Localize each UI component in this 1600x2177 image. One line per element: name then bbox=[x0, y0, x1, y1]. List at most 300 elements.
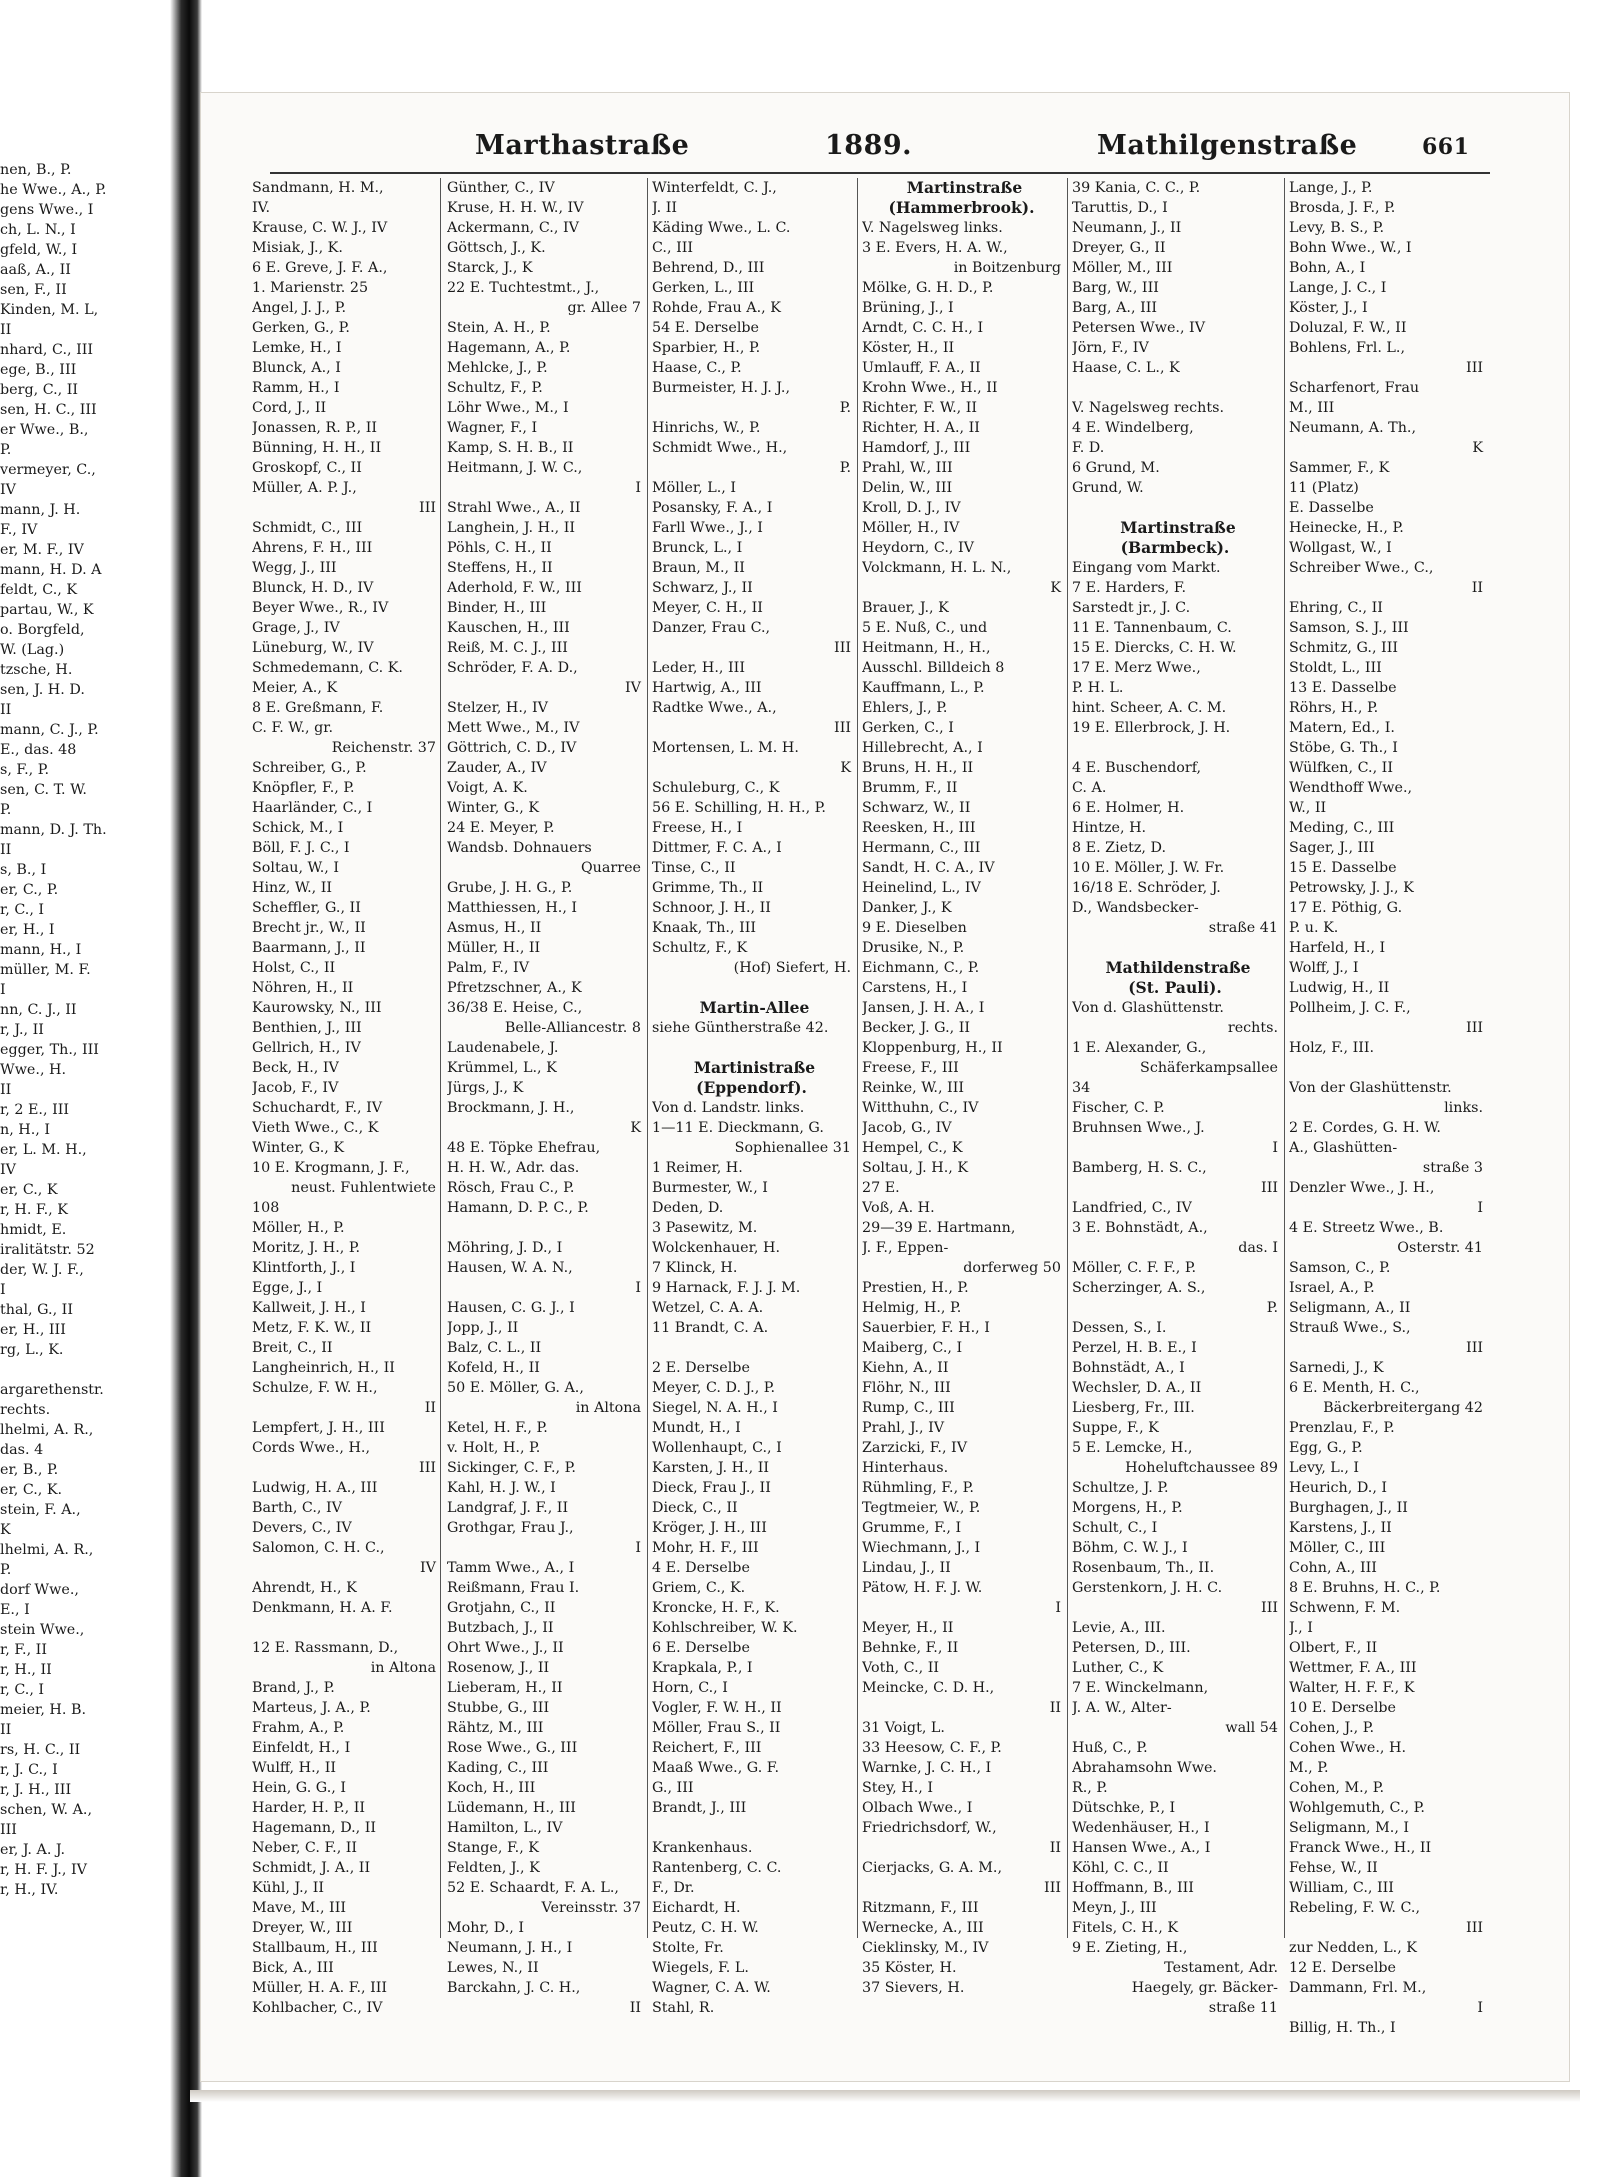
entry-line: Sickinger, C. F., P. bbox=[447, 1460, 576, 1476]
fragment-line: E., das. 48 bbox=[0, 742, 77, 758]
entry-line: I bbox=[1272, 1140, 1278, 1156]
entry-line: Starck, J., K bbox=[447, 260, 533, 276]
entry-line: Meyer, C. D. J., P. bbox=[652, 1380, 776, 1396]
entry-line bbox=[652, 1818, 857, 1838]
entry-line: Kroncke, H. F., K. bbox=[652, 1600, 780, 1616]
entry-line: Feldten, J., K bbox=[447, 1860, 540, 1876]
entry-line: Cohn, A., III bbox=[1289, 1560, 1377, 1576]
entry-line: 35 Köster, H. bbox=[862, 1960, 957, 1976]
entry-line: III bbox=[1466, 1340, 1483, 1356]
entry-line: Winter, G., K bbox=[447, 800, 540, 816]
entry-line: M., III bbox=[1289, 400, 1335, 416]
entry-line: Mohr, D., I bbox=[447, 1920, 525, 1936]
entry-line: Heydorn, C., IV bbox=[862, 540, 974, 556]
entry-line: Gerken, L., III bbox=[652, 280, 755, 296]
entry-line: das. I bbox=[1238, 1240, 1278, 1256]
entry-line: Griem, C., K. bbox=[652, 1580, 746, 1596]
fragment-line: er, H., I bbox=[0, 922, 55, 938]
fragment-line: n, H., I bbox=[0, 1122, 51, 1138]
fragment-line: er, M. F., IV bbox=[0, 542, 84, 558]
entry-line: Möller, L., I bbox=[652, 480, 736, 496]
entry-line: Grube, J. H. G., P. bbox=[447, 880, 573, 896]
entry-line: Barg, W., III bbox=[1072, 280, 1159, 296]
entry-line: Voß, A. H. bbox=[862, 1200, 935, 1216]
entry-line bbox=[252, 1618, 442, 1638]
entry-line: Landfried, C., IV bbox=[1072, 1200, 1192, 1216]
entry-line: Ehlers, J., P. bbox=[862, 700, 948, 716]
entry-line: 15 E. Diercks, C. H. W. bbox=[1072, 640, 1237, 656]
entry-line: Olbert, F., II bbox=[1289, 1640, 1378, 1656]
fragment-line: r, C., I bbox=[0, 902, 45, 918]
entry-line: Radtke Wwe., A., bbox=[652, 700, 777, 716]
entry-line: Jürgs, J., K bbox=[447, 1080, 524, 1096]
entry-line: Kallweit, J. H., I bbox=[252, 1300, 366, 1316]
entry-line: Denzler Wwe., J. H., bbox=[1289, 1180, 1435, 1196]
entry-line: Möller, C., III bbox=[1289, 1540, 1386, 1556]
entry-line: 7 E. Harders, F. bbox=[1072, 580, 1187, 596]
entry-line: 6 E. Derselbe bbox=[652, 1640, 750, 1656]
entry-line: Cieklinsky, M., IV bbox=[862, 1940, 989, 1956]
fragment-line: argarethenstr. bbox=[0, 1382, 104, 1398]
entry-line: Ketel, H. F., P. bbox=[447, 1420, 548, 1436]
entry-line: Brunck, L., I bbox=[652, 540, 743, 556]
fragment-line: II bbox=[0, 1722, 12, 1738]
entry-line: Kahl, H. J. W., I bbox=[447, 1480, 556, 1496]
entry-line: Denkmann, H. A. F. bbox=[252, 1600, 393, 1616]
column-divider bbox=[1284, 178, 1285, 1938]
entry-line: Köhl, C. C., II bbox=[1072, 1860, 1169, 1876]
entry-line: 4 E. Buschendorf, bbox=[1072, 760, 1202, 776]
entry-line: C. F. W., gr. bbox=[252, 720, 334, 736]
fragment-line: r, H. F., K bbox=[0, 1202, 68, 1218]
entry-line: H. H. W., Adr. das. bbox=[447, 1160, 580, 1176]
fragment-line: das. 4 bbox=[0, 1442, 44, 1458]
entry-line: Schulze, F. W. H., bbox=[252, 1380, 378, 1396]
entry-line: zur Nedden, L., K bbox=[1289, 1940, 1417, 1956]
entry-line: Krümmel, L., K bbox=[447, 1060, 557, 1076]
entry-line: Moritz, J. H., P. bbox=[252, 1240, 361, 1256]
entry-line: Schwenn, F. M. bbox=[1289, 1600, 1401, 1616]
entry-line: Grimme, Th., II bbox=[652, 880, 764, 896]
entry-line: straße 11 bbox=[1208, 2000, 1278, 2016]
entry-line: Lempfert, J. H., III bbox=[252, 1420, 385, 1436]
page-bottom-edge bbox=[190, 2090, 1580, 2102]
entry-line: in Altona bbox=[575, 1400, 641, 1416]
previous-page-fragment bbox=[0, 0, 188, 2177]
fragment-line: s, F., P. bbox=[0, 762, 50, 778]
entry-line: Cord, J., II bbox=[252, 400, 327, 416]
entry-line: Stubbe, G., III bbox=[447, 1700, 550, 1716]
fragment-line: gens Wwe., I bbox=[0, 202, 94, 218]
entry-line: Reiß, M. C. J., III bbox=[447, 640, 568, 656]
entry-line: Hillebrecht, A., I bbox=[862, 740, 983, 756]
entry-line: III bbox=[834, 640, 851, 656]
entry-line: links. bbox=[1444, 1100, 1483, 1116]
entry-line: Schröder, F. A. D., bbox=[447, 660, 578, 676]
entry-line: Soltau, W., I bbox=[252, 860, 340, 876]
entry-line: P. bbox=[839, 460, 851, 476]
entry-line: Sarnedi, J., K bbox=[1289, 1360, 1384, 1376]
entry-line: Wolff, J., I bbox=[1289, 960, 1359, 976]
fragment-line: r, F., II bbox=[0, 1642, 47, 1658]
entry-line: Petrowsky, J. J., K bbox=[1289, 880, 1414, 896]
entry-line: III bbox=[1044, 1880, 1061, 1896]
entry-line: III bbox=[1466, 360, 1483, 376]
entry-line: 2 E. Derselbe bbox=[652, 1360, 750, 1376]
entry-line: Salomon, C. H. C., bbox=[252, 1540, 385, 1556]
entry-line: Martinistraße bbox=[693, 1058, 816, 1077]
entry-line: Knaak, Th., III bbox=[652, 920, 757, 936]
entry-line: 56 E. Schilling, H. H., P. bbox=[652, 800, 826, 816]
entry-line: Mohr, H. F., III bbox=[652, 1540, 759, 1556]
entry-line: II bbox=[629, 2000, 641, 2016]
entry-line: Ausschl. Billdeich 8 bbox=[862, 660, 1005, 676]
entry-line: Cohen, M., P. bbox=[1289, 1780, 1385, 1796]
book-gutter bbox=[170, 0, 202, 2177]
page-number: 661 bbox=[1422, 134, 1470, 160]
entry-line: Marteus, J. A., P. bbox=[252, 1700, 371, 1716]
entry-line bbox=[652, 1338, 857, 1358]
entry-line: 1 E. Alexander, G., bbox=[1072, 1040, 1207, 1056]
entry-line: Hartwig, A., III bbox=[652, 680, 762, 696]
entry-line: Hinterhaus. bbox=[862, 1460, 949, 1476]
entry-line: Möller, C. F. F., P. bbox=[1072, 1260, 1197, 1276]
entry-line bbox=[1072, 938, 1284, 958]
entry-line: Sandt, H. C. A., IV bbox=[862, 860, 995, 876]
entry-line: Israel, A., P. bbox=[1289, 1280, 1375, 1296]
entry-line: Levie, A., III. bbox=[1072, 1620, 1166, 1636]
entry-line: Farll Wwe., J., I bbox=[652, 520, 763, 536]
entry-line: Löhr Wwe., M., I bbox=[447, 400, 569, 416]
left-page-text-fragment bbox=[0, 160, 168, 1900]
entry-line: Landgraf, J. F., II bbox=[447, 1500, 569, 1516]
entry-line: Bick, A., III bbox=[252, 1960, 334, 1976]
entry-line: Schult, C., I bbox=[1072, 1520, 1158, 1536]
entry-line: Richter, F. W., II bbox=[862, 400, 978, 416]
entry-line: Günther, C., IV bbox=[447, 180, 555, 196]
entry-line: Ludwig, H., II bbox=[1289, 980, 1390, 996]
entry-line: 11 E. Tannenbaum, C. bbox=[1072, 620, 1232, 636]
entry-line: 16/18 E. Schröder, J. bbox=[1072, 880, 1221, 896]
entry-line: Krapkala, P., I bbox=[652, 1660, 753, 1676]
entry-line: Becker, J. G., II bbox=[862, 1020, 971, 1036]
fragment-line: P. bbox=[0, 1562, 12, 1578]
entry-line: Witthuhn, C., IV bbox=[862, 1100, 979, 1116]
entry-line: Vieth Wwe., C., K bbox=[252, 1120, 379, 1136]
entry-line: Lange, J., P. bbox=[1289, 180, 1373, 196]
fragment-line: partau, W., K bbox=[0, 602, 94, 618]
entry-line: Aderhold, F. W., III bbox=[447, 580, 582, 596]
entry-line: Reesken, H., III bbox=[862, 820, 976, 836]
entry-line: Mehlcke, J., P. bbox=[447, 360, 548, 376]
entry-line: Müller, H. A. F., III bbox=[252, 1980, 388, 1996]
entry-line: K bbox=[1472, 440, 1483, 456]
entry-line: Reinke, W., III bbox=[862, 1080, 964, 1096]
entry-line: v. Holt, H., P. bbox=[447, 1440, 541, 1456]
entry-line: V. Nagelsweg links. bbox=[862, 220, 1003, 236]
entry-line: Möhring, J. D., I bbox=[447, 1240, 563, 1256]
entry-line: Bohn, A., I bbox=[1289, 260, 1366, 276]
entry-line: Schnoor, J. H., II bbox=[652, 900, 771, 916]
entry-line: Bohnstädt, A., I bbox=[1072, 1360, 1185, 1376]
entry-line: Dittmer, F. C. A., I bbox=[652, 840, 782, 856]
entry-line: Ehring, C., II bbox=[1289, 600, 1383, 616]
entry-line: Neber, C. F., II bbox=[252, 1840, 358, 1856]
entry-line: Beck, H., IV bbox=[252, 1060, 339, 1076]
fragment-line: nn, C. J., II bbox=[0, 1002, 77, 1018]
entry-line: Deden, D. bbox=[652, 1200, 724, 1216]
entry-line: Bamberg, H. S. C., bbox=[1072, 1160, 1207, 1176]
entry-line: neust. Fuhlentwiete bbox=[291, 1180, 436, 1196]
entry-line: Hausen, W. A. N., bbox=[447, 1260, 573, 1276]
entry-line: Seligmann, M., I bbox=[1289, 1820, 1410, 1836]
entry-line bbox=[1072, 378, 1284, 398]
entry-line: Voigt, A. K. bbox=[447, 780, 528, 796]
entry-line: 108 bbox=[252, 1200, 280, 1216]
entry-line: Kaurowsky, N., III bbox=[252, 1000, 382, 1016]
entry-line: Brüning, J., I bbox=[862, 300, 954, 316]
entry-line: V. Nagelsweg rechts. bbox=[1072, 400, 1225, 416]
entry-line: Kroll, D. J., IV bbox=[862, 500, 961, 516]
entry-line: Bruns, H. H., II bbox=[862, 760, 974, 776]
entry-line: 2 E. Cordes, G. H. W. bbox=[1289, 1120, 1441, 1136]
entry-line: Wülfken, C., II bbox=[1289, 760, 1393, 776]
entry-line: Freese, F., III bbox=[862, 1060, 959, 1076]
fragment-line: mann, H., I bbox=[0, 942, 82, 958]
entry-line: Palm, F., IV bbox=[447, 960, 530, 976]
entry-line: Meyn, J., III bbox=[1072, 1900, 1157, 1916]
column-divider bbox=[857, 178, 858, 1938]
entry-line: Röhrs, H., P. bbox=[1289, 700, 1379, 716]
entry-line: 9 Harnack, F. J. J. M. bbox=[652, 1280, 801, 1296]
entry-line: P. u. K. bbox=[1289, 920, 1339, 936]
entry-line: straße 3 bbox=[1422, 1160, 1483, 1176]
entry-line: Burmeister, H. J. J., bbox=[652, 380, 791, 396]
fragment-line: he Wwe., A., P. bbox=[0, 182, 107, 198]
entry-line: Heitmann, H., H., bbox=[862, 640, 991, 656]
entry-line: I bbox=[635, 480, 641, 496]
entry-line: Haase, C. L., K bbox=[1072, 360, 1180, 376]
entry-line: Rosenow, J., II bbox=[447, 1660, 550, 1676]
entry-line: D., Wandsbecker- bbox=[1072, 900, 1199, 916]
fragment-line: mann, J. H. bbox=[0, 502, 81, 518]
directory-column-4 bbox=[862, 178, 1067, 1998]
entry-line: Schultz, F., K bbox=[652, 940, 748, 956]
entry-line: Kauffmann, L., P. bbox=[862, 680, 985, 696]
entry-line: Taruttis, D., I bbox=[1072, 200, 1168, 216]
entry-line: Jansen, J. H. A., I bbox=[862, 1000, 985, 1016]
entry-line: Scheffler, G., II bbox=[252, 900, 361, 916]
fragment-line: ch, L. N., I bbox=[0, 222, 76, 238]
entry-line: Barg, A., III bbox=[1072, 300, 1158, 316]
entry-line: 8 E. Greßmann, F. bbox=[252, 700, 384, 716]
fragment-line: r, J. C., I bbox=[0, 1762, 58, 1778]
entry-line: Stange, F., K bbox=[447, 1840, 539, 1856]
entry-line: Eingang vom Markt. bbox=[1072, 560, 1221, 576]
fragment-line: II bbox=[0, 702, 12, 718]
entry-line: II bbox=[1049, 1700, 1061, 1716]
entry-line: Lange, J. C., I bbox=[1289, 280, 1387, 296]
entry-line: 37 Sievers, H. bbox=[862, 1980, 965, 1996]
entry-line: Kloppenburg, H., II bbox=[862, 1040, 1003, 1056]
entry-line: Sophienallee 31 bbox=[734, 1140, 851, 1156]
entry-line: 11 Brandt, C. A. bbox=[652, 1320, 769, 1336]
entry-line: Stöbe, G. Th., I bbox=[1289, 740, 1398, 756]
fragment-line: P. bbox=[0, 442, 12, 458]
fragment-line: IV bbox=[0, 482, 16, 498]
entry-line: Peutz, C. H. W. bbox=[652, 1920, 759, 1936]
entry-line: Schwarz, J., II bbox=[652, 580, 753, 596]
entry-line: Neumann, J., II bbox=[1072, 220, 1182, 236]
entry-line: Morgens, H., P. bbox=[1072, 1500, 1183, 1516]
entry-line: Seligmann, A., II bbox=[1289, 1300, 1411, 1316]
entry-line: 6 E. Menth, H. C., bbox=[1289, 1380, 1420, 1396]
fragment-line: Wwe., H. bbox=[0, 1062, 67, 1078]
entry-line: Rebeling, F. W. C., bbox=[1289, 1900, 1421, 1916]
entry-line: Kading, C., III bbox=[447, 1760, 549, 1776]
entry-line: Mölke, G. H. D., P. bbox=[862, 280, 994, 296]
entry-line: Hermann, C., III bbox=[862, 840, 981, 856]
entry-line: Strauß Wwe., S., bbox=[1289, 1320, 1411, 1336]
entry-line: Egge, J., I bbox=[252, 1280, 323, 1296]
entry-line: Sauerbier, F. H., I bbox=[862, 1320, 990, 1336]
directory-column-3 bbox=[652, 178, 857, 2018]
entry-line: P. H. L. bbox=[1072, 680, 1124, 696]
entry-line: Wedenhäuser, H., I bbox=[1072, 1820, 1210, 1836]
entry-line: Möller, Frau S., II bbox=[652, 1720, 781, 1736]
entry-line: Wollenhaupt, C., I bbox=[652, 1440, 782, 1456]
entry-line: Ludwig, H. A., III bbox=[252, 1480, 378, 1496]
entry-line: Hein, G. G., I bbox=[252, 1780, 346, 1796]
entry-line: Hoffmann, B., III bbox=[1072, 1880, 1194, 1896]
entry-line: 3 E. Evers, H. A. W., bbox=[862, 240, 1008, 256]
fragment-line: s, B., I bbox=[0, 862, 47, 878]
fragment-line: rechts. bbox=[0, 1402, 51, 1418]
entry-line: Balz, C. L., II bbox=[447, 1340, 542, 1356]
entry-line: F. D. bbox=[1072, 440, 1105, 456]
entry-line: Kohlschreiber, W. K. bbox=[652, 1620, 798, 1636]
entry-line: Schick, M., I bbox=[252, 820, 344, 836]
entry-line: Jopp, J., II bbox=[447, 1320, 519, 1336]
entry-line: William, C., III bbox=[1289, 1880, 1394, 1896]
entry-line: Heinecke, H., P. bbox=[1289, 520, 1404, 536]
entry-line: Gerstenkorn, J. H. C. bbox=[1072, 1580, 1223, 1596]
entry-line: Wollgast, W., I bbox=[1289, 540, 1392, 556]
fragment-line: nen, B., P. bbox=[0, 162, 72, 178]
entry-line: Wandsb. Dohnauers bbox=[447, 840, 592, 856]
entry-line: Samson, S. J., III bbox=[1289, 620, 1409, 636]
entry-line: Krankenhaus. bbox=[652, 1840, 753, 1856]
entry-line: Hagemann, A., P. bbox=[447, 340, 571, 356]
entry-line: Koch, H., III bbox=[447, 1780, 536, 1796]
entry-line: Arndt, C. C. H., I bbox=[862, 320, 984, 336]
fragment-line: mann, D. J. Th. bbox=[0, 822, 107, 838]
fragment-line: I bbox=[0, 982, 6, 998]
entry-line: 5 E. Lemcke, H., bbox=[1072, 1440, 1193, 1456]
entry-line: J. F., Eppen- bbox=[862, 1240, 949, 1256]
entry-line: Wohlgemuth, C., P. bbox=[1289, 1800, 1425, 1816]
entry-line: Mundt, H., I bbox=[652, 1420, 741, 1436]
entry-line bbox=[1289, 1058, 1489, 1078]
entry-line: Burmester, W., I bbox=[652, 1180, 768, 1196]
fragment-line: o. Borgfeld, bbox=[0, 622, 85, 638]
directory-column-6 bbox=[1289, 178, 1489, 2038]
fragment-line: müller, M. F. bbox=[0, 962, 91, 978]
entry-line: Brandt, J., III bbox=[652, 1800, 747, 1816]
entry-line: Martinstraße bbox=[1120, 518, 1236, 537]
entry-line: III bbox=[834, 720, 851, 736]
entry-line: Umlauff, F. A., II bbox=[862, 360, 981, 376]
entry-line: Dieck, C., II bbox=[652, 1500, 738, 1516]
entry-line: Eichmann, C., P. bbox=[862, 960, 980, 976]
entry-line: siehe Güntherstraße 42. bbox=[652, 1020, 829, 1036]
entry-line: Vereinsstr. 37 bbox=[541, 1900, 641, 1916]
entry-line: 12 E. Rassmann, D., bbox=[252, 1640, 399, 1656]
entry-line: Bohlens, Frl. L., bbox=[1289, 340, 1405, 356]
directory-column-5 bbox=[1072, 178, 1284, 2018]
entry-line: II bbox=[1471, 580, 1483, 596]
entry-line: Rähtz, M., III bbox=[447, 1720, 544, 1736]
entry-line: Dreyer, G., II bbox=[1072, 240, 1166, 256]
entry-line: Rose Wwe., G., III bbox=[447, 1740, 578, 1756]
entry-line: Sandmann, H. M., bbox=[252, 180, 384, 196]
fragment-line: aaß, A., II bbox=[0, 262, 71, 278]
entry-line: Grotjahn, C., II bbox=[447, 1600, 556, 1616]
entry-line: Köster, J., I bbox=[1289, 300, 1368, 316]
entry-line: I bbox=[635, 1280, 641, 1296]
entry-line: 4 E. Streetz Wwe., B. bbox=[1289, 1220, 1444, 1236]
entry-line: Hinrichs, W., P. bbox=[652, 420, 761, 436]
entry-line: Osterstr. 41 bbox=[1397, 1240, 1483, 1256]
entry-line: Göttrich, C. D., IV bbox=[447, 740, 577, 756]
entry-line: Grage, J., IV bbox=[252, 620, 340, 636]
entry-line bbox=[652, 1038, 857, 1058]
entry-line: Scharfenort, Frau bbox=[1289, 380, 1420, 396]
entry-line: Von d. Landstr. links. bbox=[652, 1100, 805, 1116]
entry-line: Dreyer, W., III bbox=[252, 1920, 353, 1936]
entry-line: 9 E. Dieselben bbox=[862, 920, 967, 936]
fragment-line: meier, H. B. bbox=[0, 1702, 87, 1718]
fragment-line: E., I bbox=[0, 1602, 30, 1618]
entry-line: R., P. bbox=[1072, 1780, 1108, 1796]
entry-line: Brauer, J., K bbox=[862, 600, 949, 616]
running-head-left: Marthastraße bbox=[475, 130, 690, 161]
entry-line: Matthiessen, H., I bbox=[447, 900, 578, 916]
entry-line: Abrahamsohn Wwe. bbox=[1072, 1760, 1217, 1776]
fragment-line: P. bbox=[0, 802, 12, 818]
page-header bbox=[200, 130, 1490, 170]
entry-line: Mathildenstraße bbox=[1105, 958, 1251, 977]
entry-line: Hansen Wwe., A., I bbox=[1072, 1840, 1211, 1856]
entry-line: Wechsler, D. A., II bbox=[1072, 1380, 1202, 1396]
fragment-line: r, J., II bbox=[0, 1022, 44, 1038]
fragment-line: III bbox=[0, 1822, 17, 1838]
entry-line: Prestien, H., P. bbox=[862, 1280, 969, 1296]
entry-line: straße 41 bbox=[1208, 920, 1278, 936]
entry-line: Lüneburg, W., IV bbox=[252, 640, 374, 656]
entry-line: Sager, J., III bbox=[1289, 840, 1375, 856]
entry-line: Ackermann, C., IV bbox=[447, 220, 579, 236]
entry-line bbox=[447, 1218, 647, 1238]
entry-line: Köster, H., II bbox=[862, 340, 955, 356]
entry-line bbox=[652, 978, 857, 998]
entry-line bbox=[1072, 738, 1284, 758]
entry-line: Prenzlau, F., P. bbox=[1289, 1420, 1395, 1436]
entry-line: Schmidt, C., III bbox=[252, 520, 363, 536]
entry-line: 5 E. Nuß, C., und bbox=[862, 620, 988, 636]
entry-line: Stolte, Fr. bbox=[652, 1940, 724, 1956]
fragment-line: er, C., K bbox=[0, 1182, 58, 1198]
